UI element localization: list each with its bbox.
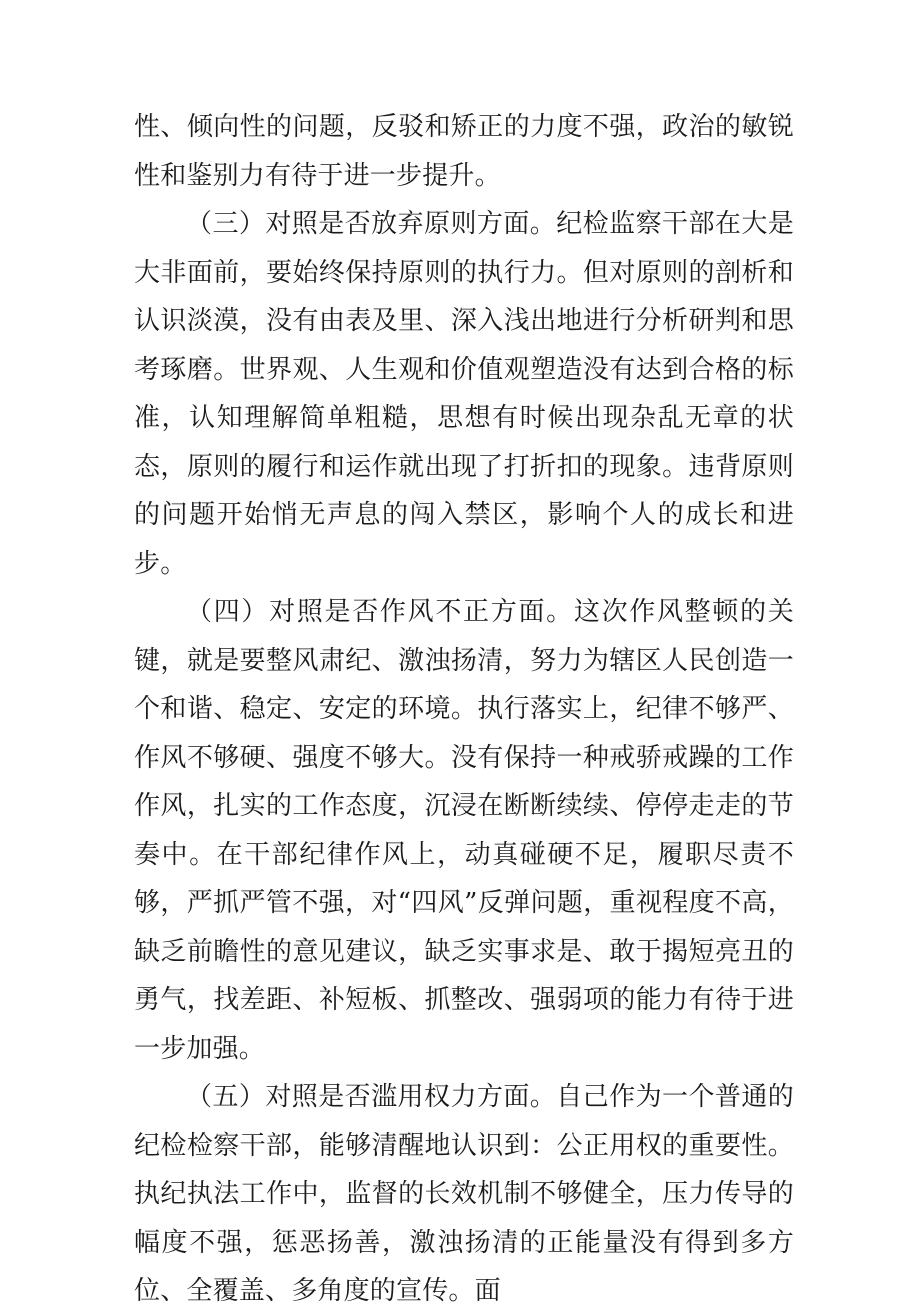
document-body — [134, 103, 794, 1316]
paragraph-section-3: （三）对照是否放弃原则方面。纪检监察干部在大是大非面前，要始终保持原则的执行力。但对原则的剖析和认识淡漠，没有由表及里、深入浅出地进行分析研判和思考琢磨。世界观、人生观和价值观塑造没有达到合格的标准，认知理解简单粗糙，思想有时候出现杂乱无章的状态，原则的履行和运作就出现了打折扣的现象。违背原则的问题开始悄无声息的闯入禁区，影响个人的成长和进步。 — [134, 209, 794, 579]
paragraph-section-4: （四）对照是否作风不正方面。这次作风整顿的关键，就是要整风肃纪、激浊扬清，努力为辖区人民创造一个和谐、稳定、安定的环境。执行落实上，纪律不够严、作风不够硬、强度不够大。没有保持一种戒骄戒躁的工作作风，扎实的工作态度，沉浸在断断续续、停停走走的节奏中。在干部纪律作风上，动真碰硬不足，履职尽责不够，严抓严管不强，对“四风”反弹问题，重视程度不高，缺乏前瞻性的意见建议，缺乏实事求是、敢于揭短亮丑的勇气，找差距、补短板、抓整改、强弱项的能力有待于进一步加强。 — [134, 597, 794, 1064]
paragraph-section-5: （五）对照是否滥用权力方面。自己作为一个普通的纪检检察干部，能够清醒地认识到：公正用权的重要性。执纪执法工作中，监督的长效机制不够健全，压力传导的幅度不强，惩恶扬善，激浊扬清的正能量没有得到多方位、全覆盖、多角度的宣传。面 — [134, 1082, 794, 1306]
paragraph-continuation: 性、倾向性的问题，反驳和矫正的力度不强，政治的敏锐性和鉴别力有待于进一步提升。 — [134, 112, 794, 191]
